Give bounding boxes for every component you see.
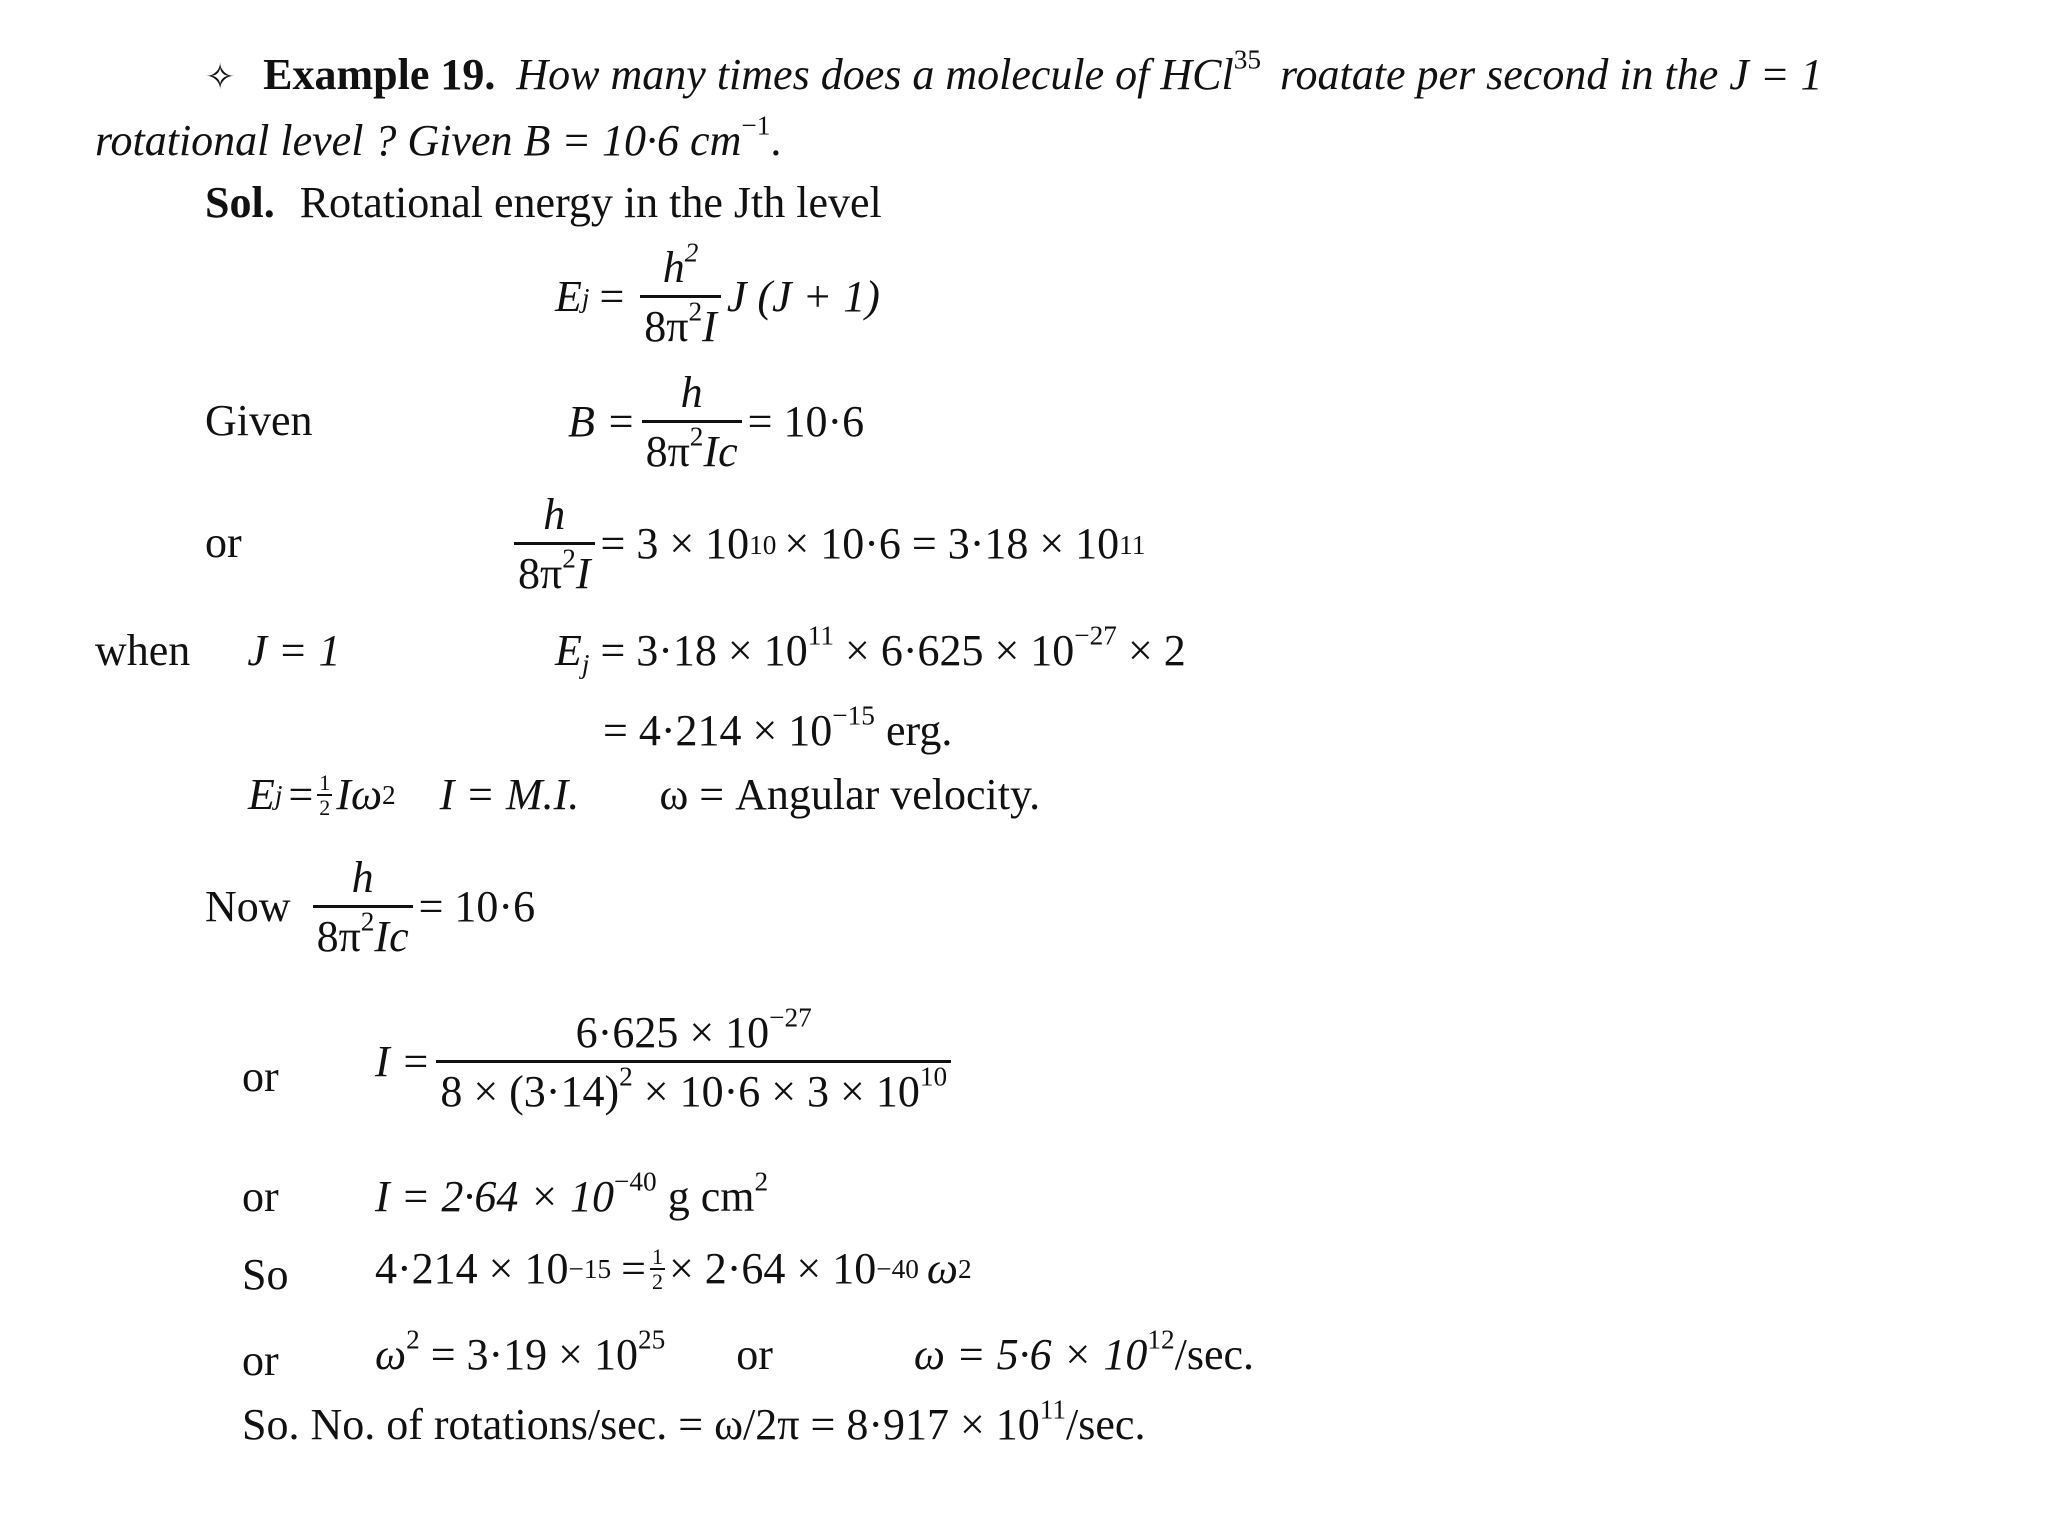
eq10-c: × 2·64 × 10 (668, 1244, 877, 1293)
question-exp: −1 (741, 110, 771, 141)
example-label: Example 19. (263, 50, 496, 99)
intro-text: Rotational energy in the Jth level (299, 178, 882, 227)
or-label-4: or (242, 1336, 279, 1385)
eq5-a: = 4·214 × 10 (603, 706, 833, 755)
eq1-equals: = (599, 272, 625, 322)
eq2-fraction (642, 370, 742, 475)
eq10-a: 4·214 × 10 (375, 1244, 569, 1293)
eq1-rhs: J (J + 1) (726, 272, 880, 322)
eq10-b: = (621, 1244, 646, 1293)
eq7-den-end: Ic (374, 912, 409, 962)
eq10-half (650, 1245, 665, 1293)
eq11-a: ω (375, 1330, 407, 1379)
eq2-den-end: Ic (703, 427, 738, 477)
equation-7 (205, 855, 535, 960)
eq8-den-exp: 2 (619, 1061, 633, 1092)
eq8-num: 6·625 × 10 (575, 1008, 770, 1057)
equation-1: E j = $\frac{h^2}{8\pi^2I}$ J (J + 1) (555, 237, 880, 352)
eq11-a-exp: 2 (406, 1324, 420, 1355)
final-exp: 11 (1039, 1394, 1067, 1425)
eq4-sub: j (581, 649, 590, 680)
question-text-1a: How many times does a molecule of HCl (516, 50, 1234, 99)
equation-9 (375, 1166, 769, 1223)
eq3-a: = 3 × 10 (600, 519, 750, 569)
eq10-half-den: 2 (651, 1269, 663, 1295)
eq4-a: = 3·18 × 10 (600, 626, 808, 675)
eq1-num-exp: 2 (684, 237, 699, 268)
eq11-b: = 3·19 × 10 (430, 1330, 638, 1379)
question-text-2a: rotational level ? Given (95, 116, 513, 165)
eq2-num: h (642, 370, 742, 423)
equation-8 (375, 1002, 957, 1117)
eq9-b-exp: 2 (754, 1166, 769, 1197)
eq2-den: 8π (645, 427, 690, 477)
question-end: . (770, 116, 782, 165)
eq3-num: h (514, 492, 595, 545)
eq6-half-num: 1 (319, 770, 331, 796)
so-label: So (242, 1250, 289, 1299)
or-label-2: or (242, 1052, 279, 1101)
question-text-2b: B = 10·6 cm (523, 116, 742, 165)
eq3-den-end: I (575, 549, 591, 599)
eq2-den-exp: 2 (689, 421, 704, 452)
eq9-exp: −40 (614, 1166, 657, 1197)
eq2-rhs: = 10·6 (747, 397, 865, 447)
eq6-c: I = M.I. (439, 770, 580, 819)
solution-intro (205, 178, 882, 229)
when-label: when (95, 626, 191, 675)
when-condition: J = 1 (247, 626, 341, 675)
eq7-den: 8π (316, 912, 361, 962)
diamond-icon: ✧ (205, 57, 236, 97)
eq5-b: erg. (885, 706, 953, 755)
eq1-den-end: I (702, 302, 717, 352)
eq1-den: 8π (644, 302, 689, 352)
eq8-den-exp2: 10 (919, 1061, 948, 1092)
eq6-lhs: E (248, 770, 275, 819)
now-label: Now (205, 882, 291, 932)
eq3-fraction (514, 492, 595, 597)
eq6-b: Iω (336, 770, 383, 819)
eq6-half-den: 2 (319, 795, 331, 821)
eq7-fraction (313, 855, 413, 960)
eq8-num-exp: −27 (769, 1002, 812, 1033)
eq3-den-exp: 2 (562, 543, 576, 574)
question-text-1c: J = 1 (1729, 50, 1823, 99)
eq4-b: × 6·625 × 10 (845, 626, 1075, 675)
question-line-2 (95, 110, 782, 167)
final-a: So. No. of rotations/sec. = ω/2π = 8·917 × 10 (242, 1400, 1040, 1449)
eq6-a: = (288, 770, 314, 819)
eq1-lhs: E (555, 272, 582, 322)
equation-4 (555, 620, 1186, 680)
eq6-d: ω = Angular velocity. (659, 770, 1041, 819)
given-label: Given (205, 396, 313, 445)
eq11-d: /sec. (1174, 1330, 1255, 1379)
equation-3: $\frac{h}{8\pi^2I}$ = 3 × 10 10 × 10·6 = 3·18 × 10 11 (508, 492, 1145, 597)
eq8-den-a: 8 × (3·14) (440, 1067, 620, 1117)
eq11-or: or (736, 1330, 773, 1379)
equation-6: E j = $\frac{1}{2}$ Iω 2 I = M.I. ω = Angular velocity. (248, 770, 1041, 821)
eq8-fraction (436, 1002, 951, 1117)
equation-11 (375, 1324, 1255, 1381)
isotope-superscript: 35 (1233, 44, 1262, 75)
eq11-b-exp: 25 (638, 1324, 666, 1355)
eq8-den-b: × 10·6 × 3 × 10 (643, 1067, 920, 1117)
eq9-b: g cm (667, 1172, 755, 1221)
eq1-fraction (640, 237, 721, 352)
sol-label: Sol. (205, 178, 275, 227)
eq3-den: 8π (518, 549, 563, 599)
eq4-b-exp: −27 (1074, 620, 1117, 651)
eq4-lhs: E (555, 626, 582, 675)
eq4-a-exp: 11 (807, 620, 835, 651)
equation-10: 4·214 × 10 −15 = $\frac{1}{2}$ × 2·64 × 10 −40 ω 2 (375, 1244, 972, 1295)
eq6-half (317, 771, 332, 819)
eq11-c: ω = 5·6 × 10 (913, 1330, 1148, 1379)
eq3-b: × 10·6 = 3·18 × 10 (784, 519, 1120, 569)
when-clause (95, 626, 341, 677)
eq5-a-exp: −15 (832, 700, 875, 731)
eq9-a: I = 2·64 × 10 (375, 1172, 615, 1221)
eq1-num: h (662, 243, 685, 292)
or-label-1: or (205, 518, 242, 567)
eq10-half-num: 1 (651, 1244, 663, 1270)
final-answer (242, 1394, 1146, 1451)
eq7-rhs: = 10·6 (418, 882, 536, 932)
eq4-c: × 2 (1127, 626, 1186, 675)
eq11-c-exp: 12 (1147, 1324, 1175, 1355)
equation-2 (568, 370, 864, 475)
eq8-lhs: I = (375, 1037, 431, 1087)
equation-5 (603, 700, 953, 757)
example-header (205, 44, 1823, 101)
eq2-lhs: B = (568, 397, 636, 447)
final-b: /sec. (1066, 1400, 1146, 1449)
eq1-den-exp: 2 (688, 296, 703, 327)
question-text-1b: roatate per second in the (1280, 50, 1719, 99)
eq7-den-exp: 2 (360, 906, 375, 937)
or-label-3: or (242, 1172, 279, 1221)
eq7-num: h (313, 855, 413, 908)
eq10-d: ω (926, 1244, 958, 1293)
